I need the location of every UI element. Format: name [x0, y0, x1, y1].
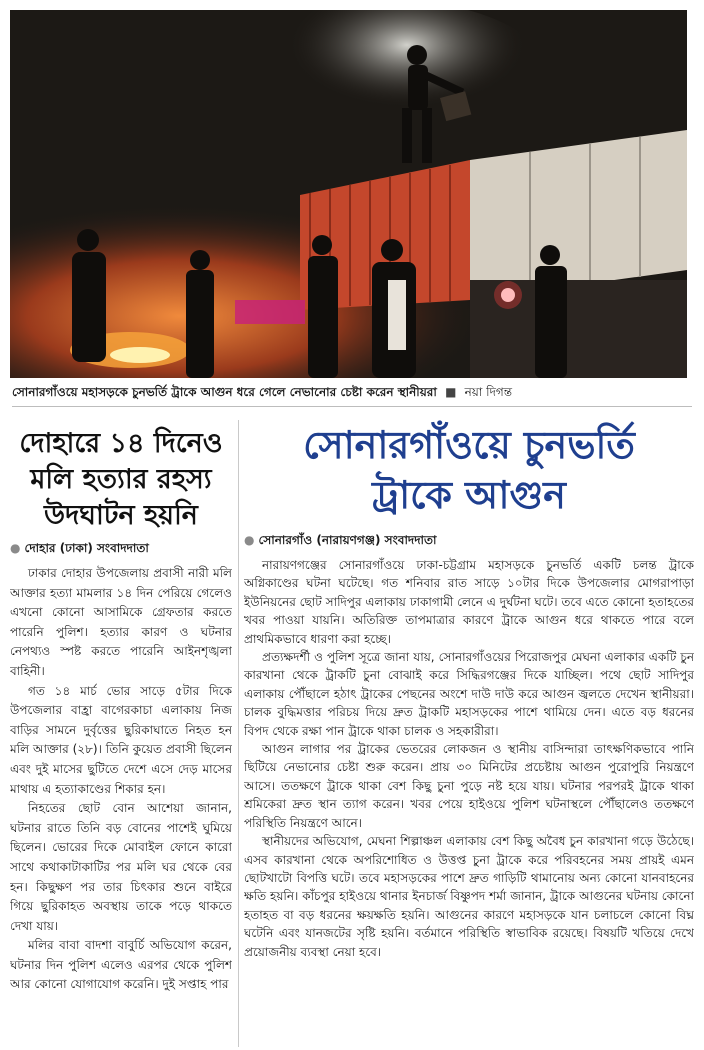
- photo-caption: [12, 384, 692, 407]
- bullet-dot-icon: ●: [244, 533, 255, 547]
- right-body: [244, 556, 694, 961]
- right-byline-text: সোনারগাঁও (নারায়ণগঞ্জ) সংবাদদাতা: [258, 533, 437, 547]
- left-story: [10, 420, 232, 1050]
- left-body: [10, 564, 232, 995]
- right-paragraph: নারায়ণগঞ্জের সোনারগাঁওয়ে ঢাকা-চট্টগ্রাম মহাসড়কে চুনভর্তি একটি চলন্ত ট্রাকে অগ্নিকাণ্ডের ঘটনা ঘটেছে। গত শনিবার রাত সাড়ে ১০টার দিকে উপজেলার মোগরাপাড়া ইউনিয়নের ছোট সাদিপুর এলাকায় ঢাকাগামী লেনে এ দুর্ঘটনা ঘটে। তবে এতে কোনো হতাহতের খবর পাওয়া যায়নি। অতিরিক্ত তাপমাত্রার কারণে ট্রাকে আগুন ধরে থাকতে পারে বলে প্রাথমিকভাবে ধারণা করা হচ্ছে।: [244, 558, 694, 646]
- right-headline-line: ট্রাকে আগুন: [372, 473, 566, 517]
- caption-text: সোনারগাঁওয়ে মহাসড়কে চুনভর্তি ট্রাকে আগুন ধরে গেলে নেভানোর চেষ্টা করেন স্থানীয়রা: [12, 385, 437, 399]
- column-divider: [238, 420, 239, 1047]
- right-headline: [244, 420, 694, 520]
- right-byline: [244, 532, 694, 552]
- left-byline-text: দোহার (ঢাকা) সংবাদদাতা: [24, 541, 149, 555]
- left-headline: [10, 426, 232, 534]
- left-paragraph: ঢাকার দোহার উপজেলায় প্রবাসী নারী মলি আক্তার হত্যা মামলার ১৪ দিন পেরিয়ে গেলেও এখনো কোনো আসামিকে গ্রেফতার করতে পারেনি পুলিশ। হত্যার কারণ ও ঘটনার নেপথ্যও স্পষ্ট করতে পারেনি আইনশৃঙ্খলা বাহিনী।: [10, 566, 232, 678]
- caption-separator-icon: ■: [445, 385, 457, 399]
- left-paragraph: গত ১৪ মার্চ ভোর সাড়ে ৫টার দিকে উপজেলার বাহ্রা বাগেরকাচা এলাকায় নিজ বাড়ির সামনে দুর্বৃত্তের ছুরিকাঘাতে নিহত হন মলি আক্তার (২৮)। তিনি কুয়েত প্রবাসী ছিলেন এবং দুই মাসের ছুটিতে দেশে এসে দেড় মাসের মাথায় এ হত্যাকাণ্ডের শিকার হন।: [10, 683, 232, 796]
- bullet-dot-icon: ●: [10, 541, 21, 555]
- left-headline-line: দোহারে ১৪ দিনেও: [19, 428, 223, 459]
- right-paragraph: স্থানীয়দের অভিযোগ, মেঘনা শিল্পাঞ্চল এলাকায় বেশ কিছু অবৈধ চুন কারখানা গড়ে উঠেছে। এসব কারখানা থেকে অপরিশোধিত ও উত্তপ্ত চুনা ট্রাকে করে পরিবহনের সময় প্রায়ই এমন ছোটখাটো বিপত্তি ঘটে। তবে মহাসড়কের পাশে দ্রুত গাড়িটি থামানোয় অন্য কোনো যানবাহনের ক্ষতি হয়নি। কাঁচপুর হাইওয়ে থানার ইনচার্জ বিষ্ণুপদ শর্মা জানান, ট্রাকে আগুনের ঘটনায় কোনো হতাহত বা বড় ধরনের ক্ষয়ক্ষতি হয়নি। আগুনের কারণে মহাসড়কে যান চলাচলে কোনো বিঘ্ন ঘটেনি এবং যানজটের সৃষ্টি হয়নি। বর্তমানে পরিস্থিতি স্বাভাবিক রয়েছে। বিষয়টি খতিয়ে দেখে প্রয়োজনীয় ব্যবস্থা নেয়া হবে।: [244, 834, 694, 959]
- right-headline-line: সোনারগাঁওয়ে চুনভর্তি: [303, 423, 635, 467]
- photo-credit: নয়া দিগন্ত: [464, 385, 513, 399]
- left-headline-line: মলি হত্যার রহস্য: [30, 464, 212, 495]
- left-paragraph: নিহতের ছোট বোন আশেয়া জানান, ঘটনার রাতে তিনি বড় বোনের পাশেই ঘুমিয়ে ছিলেন। ভোরের দিকে মোবাইল ফোনে কারো সাথে কথাকাটাকাটির পর মলি ঘর থেকে বের হন। কিছুক্ষণ পর তার চিৎকার শুনে বাইরে গিয়ে ছুরিকাহত অবস্থায় তাকে পড়ে থাকতে দেখা যায়।: [10, 801, 232, 933]
- news-photo: [10, 10, 687, 378]
- photo-illustration: [10, 10, 687, 378]
- right-story: [244, 420, 694, 1050]
- left-byline: [10, 540, 232, 560]
- right-paragraph: আগুন লাগার পর ট্রাকের ভেতরের লোকজন ও স্থানীয় বাসিন্দারা তাৎক্ষণিকভাবে পানি ছিটিয়ে নেভানোর চেষ্টা শুরু করেন। প্রায় ৩০ মিনিটের প্রচেষ্টায় আগুন পুরোপুরি নিয়ন্ত্রণে আসে। ততক্ষণে ট্রাকে থাকা বেশ কিছু চুনা পুড়ে নষ্ট হয়ে যায়। ঘটনার পরপরই ট্রাকে থাকা শ্রমিকেরা দ্রুত স্থান ত্যাগ করেন। খবর পেয়ে হাইওয়ে পুলিশ ঘটনাস্থলে পৌঁছালেও ততক্ষণে পরিস্থিতি নিয়ন্ত্রণে আনে।: [244, 742, 694, 830]
- left-headline-line: উদঘাটন হয়নি: [44, 500, 198, 531]
- left-paragraph: মলির বাবা বাদশা বাবুর্চি অভিযোগ করেন, ঘটনার দিন পুলিশ এলেও এরপর থেকে পুলিশ আর কোনো যোগাযোগ করেনি। দুই সপ্তাহ পার: [10, 938, 232, 992]
- right-paragraph: প্রত্যক্ষদর্শী ও পুলিশ সূত্রে জানা যায়, সোনারগাঁওয়ের পিরোজপুর মেঘনা এলাকার একটি চুন কারখানা থেকে ট্রাকটি চুনা বোঝাই করে সিদ্ধিরগঞ্জের দিকে যাচ্ছিল। পথে ছোট সাদিপুর এলাকায় পৌঁছালে হঠাৎ ট্রাকের পেছনের অংশে দাউ দাউ করে আগুন জ্বলতে দেখেন স্থানীয়রা। চালক বুদ্ধিমত্তার পরিচয় দিয়ে দ্রুত ট্রাকটি মহাসড়কের পাশে থামিয়ে দেন। এতে বড় ধরনের বিপদ থেকে রক্ষা পান ট্রাকে থাকা চালক ও সহকারীরা।: [244, 650, 694, 738]
